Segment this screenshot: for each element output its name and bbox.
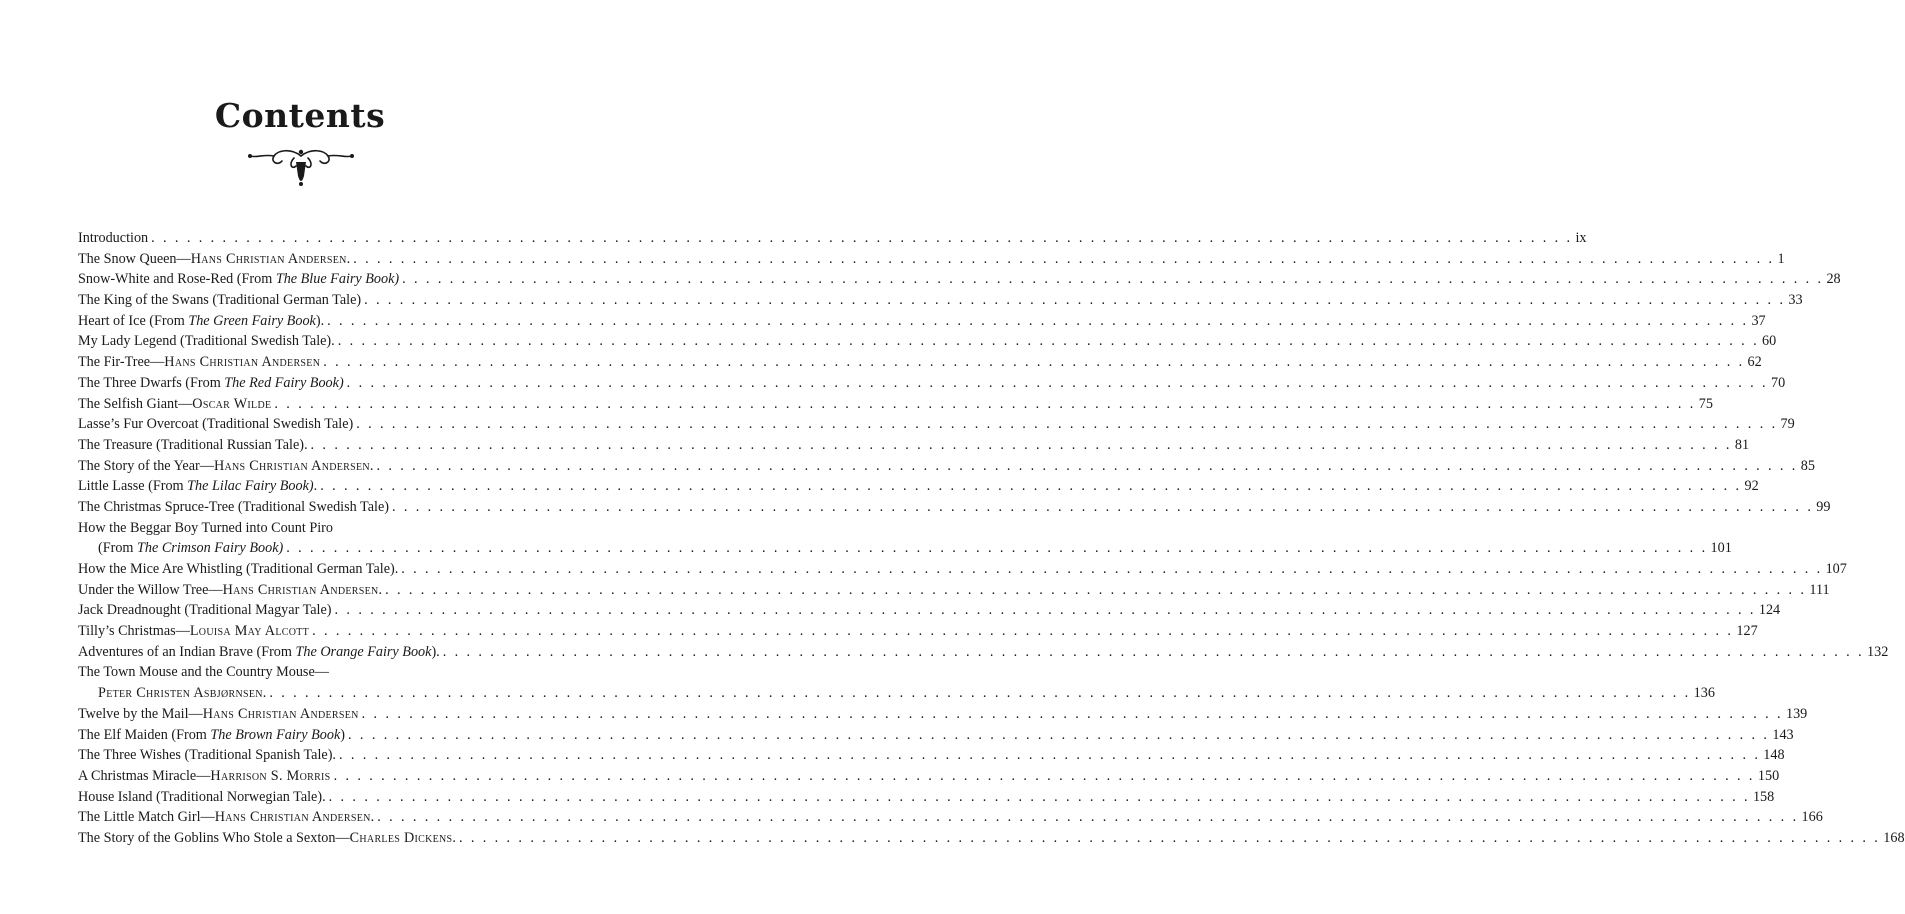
entry-title-part: Little Lasse (From xyxy=(78,478,188,495)
entry-title-part: Adventures of an Indian Brave (From xyxy=(78,643,296,660)
toc-entry[interactable] xyxy=(78,704,1808,725)
entry-author: Peter Christen Asbjørnsen xyxy=(98,685,263,702)
entry-title xyxy=(78,414,353,435)
entry-page-number: 158 xyxy=(1752,788,1775,805)
entry-title-part: The Blue Fairy Book) xyxy=(275,271,400,288)
entry-title xyxy=(78,311,324,332)
entry-author: Hans Christian Andersen xyxy=(190,250,347,267)
entry-page-number: 127 xyxy=(1736,623,1758,640)
toc-entry[interactable] xyxy=(78,331,1777,352)
entry-page-number: 85 xyxy=(1800,457,1815,474)
entry-author: Harrison S. Morris xyxy=(210,767,331,784)
entry-title-part: . xyxy=(262,685,267,702)
entry-page-number: 168 xyxy=(1883,829,1905,846)
entry-title-part: The King of the Swans (Traditional German Tale) xyxy=(78,292,362,309)
entry-title xyxy=(78,704,359,725)
toc-entry[interactable] xyxy=(78,373,1786,394)
dot-leader: . . . . . . . . . . . . . . . . . . . . . . . . . . . . . . . . . . . . . . . . . . . . . . . . . . . . . . . . . . . . . . . . . . . . . . . . . . . . . . . . . . . . . . . . . . . . . . . . . . . . . . . . . . . . . . . . . . . . . . . . xyxy=(353,250,1775,267)
entry-title-part: Snow-White and Rose-Red (From xyxy=(78,271,276,288)
entry-title-part: The Snow Queen— xyxy=(78,250,191,267)
entry-page-number: 79 xyxy=(1780,416,1795,433)
entry-title xyxy=(78,352,320,373)
toc-entry[interactable] xyxy=(78,600,1781,621)
dot-leader: . . . . . . . . . . . . . . . . . . . . . . . . . . . . . . . . . . . . . . . . . . . . . . . . . . . . . . . . . . . . . . . . . . . . . . . . . . . . . . . . . . . . . . . . . . . . . . . . . . . . . . . . . . . . . . . . . . . . . . . . xyxy=(348,726,1770,743)
dot-leader: . . . . . . . . . . . . . . . . . . . . . . . . . . . . . . . . . . . . . . . . . . . . . . . . . . . . . . . . . . . . . . . . . . . . . . . . . . . . . . . . . . . . . . . . . . . . . . . . . . . . . . . . . . . . . . . . . . . . . . . . xyxy=(320,478,1742,495)
entry-title xyxy=(78,394,271,415)
entry-title xyxy=(78,580,382,601)
entry-author: Oscar Wilde xyxy=(192,395,272,412)
dot-leader: . . . . . . . . . . . . . . . . . . . . . . . . . . . . . . . . . . . . . . . . . . . . . . . . . . . . . . . . . . . . . . . . . . . . . . . . . . . . . . . . . . . . . . . . . . . . . . . . . . . . . . . . . . . . . . . . . . . . . . . . xyxy=(391,498,1814,515)
entry-page-number: 99 xyxy=(1816,498,1831,515)
entry-title xyxy=(78,456,373,477)
toc-entry[interactable] xyxy=(78,787,1775,808)
entry-title-part: The Selfish Giant— xyxy=(78,395,193,412)
dot-leader: . . . . . . . . . . . . . . . . . . . . . . . . . . . . . . . . . . . . . . . . . . . . . . . . . . . . . . . . . . . . . . . . . . . . . . . . . . . . . . . . . . . . . . . . . . . . . . . . . . . . . . . . . . . . . . . . . . . . . . . . xyxy=(269,685,1691,702)
entry-title xyxy=(78,828,456,849)
entry-title-part: The Fir-Tree— xyxy=(78,354,165,371)
entry-title-part: Jack Dreadnought (Traditional Magyar Tale) xyxy=(78,602,332,619)
dot-leader: . . . . . . . . . . . . . . . . . . . . . . . . . . . . . . . . . . . . . . . . . . . . . . . . . . . . . . . . . . . . . . . . . . . . . . . . . . . . . . . . . . . . . . . . . . . . . . . . . . . . . . . . . . . . . . . . . . . . . . . . xyxy=(376,457,1798,474)
entry-page-number: 101 xyxy=(1710,540,1732,557)
toc-entry[interactable] xyxy=(78,828,1905,849)
entry-page-number: 75 xyxy=(1698,395,1713,412)
entry-page-number: 28 xyxy=(1826,271,1841,288)
entry-title-part: ). xyxy=(431,643,440,660)
dot-leader: . . . . . . . . . . . . . . . . . . . . . . . . . . . . . . . . . . . . . . . . . . . . . . . . . . . . . . . . . . . . . . . . . . . . . . . . . . . . . . . . . . . . . . . . . . . . . . . . . . . . . . . . . . . . . . . . . . . . . . . . xyxy=(274,395,1696,412)
toc-entry[interactable] xyxy=(78,497,1831,518)
toc-entry[interactable] xyxy=(78,725,1794,746)
entry-title xyxy=(78,642,440,663)
entry-title-part: How the Beggar Boy Turned into Count Piro xyxy=(78,519,333,536)
entry-author: Hans Christian Andersen xyxy=(214,809,371,826)
dot-leader: . . . . . . . . . . . . . . . . . . . . . . . . . . . . . . . . . . . . . . . . . . . . . . . . . . . . . . . . . . . . . . . . . . . . . . . . . . . . . . . . . . . . . . . . . . . . . . . . . . . . . . . . . . . . . . . . . . . . . . . . xyxy=(346,374,1768,391)
table-of-contents xyxy=(78,228,1905,849)
entry-title xyxy=(78,249,350,270)
dot-leader: . . . . . . . . . . . . . . . . . . . . . . . . . . . . . . . . . . . . . . . . . . . . . . . . . . . . . . . . . . . . . . . . . . . . . . . . . . . . . . . . . . . . . . . . . . . . . . . . . . . . . . . . . . . . . . . . . . . . . . . . xyxy=(442,643,1865,660)
entry-title xyxy=(78,373,344,394)
toc-entry[interactable] xyxy=(78,269,1841,290)
dot-leader: . . . . . . . . . . . . . . . . . . . . . . . . . . . . . . . . . . . . . . . . . . . . . . . . . . . . . . . . . . . . . . . . . . . . . . . . . . . . . . . . . . . . . . . . . . . . . . . . . . . . . . . . . . . . . . . . . . . . . . . . xyxy=(323,354,1745,371)
entry-page-number: 139 xyxy=(1785,705,1808,722)
dot-leader: . . . . . . . . . . . . . . . . . . . . . . . . . . . . . . . . . . . . . . . . . . . . . . . . . . . . . . . . . . . . . . . . . . . . . . . . . . . . . . . . . . . . . . . . . . . . . . . . . . . . . . . . . . . . . . . . . . . . . . . . xyxy=(312,623,1734,640)
entry-page-number: 60 xyxy=(1762,333,1777,350)
entry-title-part: A Christmas Miracle— xyxy=(78,767,211,784)
entry-title-part: The Elf Maiden (From xyxy=(78,726,211,743)
entry-title-part: . xyxy=(369,457,374,474)
entry-page-number: 81 xyxy=(1734,436,1750,453)
toc-entry[interactable] xyxy=(78,414,1795,435)
toc-entry[interactable] xyxy=(78,228,1587,249)
entry-title-part: The Crimson Fairy Book) xyxy=(137,540,284,557)
toc-entry[interactable] xyxy=(78,580,1830,601)
entry-title xyxy=(98,683,266,704)
entry-title xyxy=(78,766,331,787)
entry-page-number: 148 xyxy=(1763,747,1785,764)
entry-author: Charles Dickens xyxy=(349,829,453,846)
entry-title xyxy=(78,476,317,497)
entry-title xyxy=(78,725,345,746)
dot-leader: . . . . . . . . . . . . . . . . . . . . . . . . . . . . . . . . . . . . . . . . . . . . . . . . . . . . . . . . . . . . . . . . . . . . . . . . . . . . . . . . . . . . . . . . . . . . . . . . . . . . . . . . . . . . . . . . . . . . . . . . xyxy=(328,788,1750,805)
entry-title-part: (From xyxy=(98,540,138,557)
dot-leader: . . . . . . . . . . . . . . . . . . . . . . . . . . . . . . . . . . . . . . . . . . . . . . . . . . . . . . . . . . . . . . . . . . . . . . . . . . . . . . . . . . . . . . . . . . . . . . . . . . . . . . . . . . . . . . . . . . . . . . . . xyxy=(458,829,1881,846)
entry-title-part: ). xyxy=(315,312,325,329)
entry-title-part: The Red Fairy Book) xyxy=(224,374,344,391)
entry-title-part: Twelve by the Mail— xyxy=(78,705,203,722)
dot-leader: . . . . . . . . . . . . . . . . . . . . . . . . . . . . . . . . . . . . . . . . . . . . . . . . . . . . . . . . . . . . . . . . . . . . . . . . . . . . . . . . . . . . . . . . . . . . . . . . . . . . . . . . . . . . . . . . . . . . . . . . xyxy=(356,416,1778,433)
dot-leader: . . . . . . . . . . . . . . . . . . . . . . . . . . . . . . . . . . . . . . . . . . . . . . . . . . . . . . . . . . . . . . . . . . . . . . . . . . . . . . . . . . . . . . . . . . . . . . . . . . . . . . . . . . . . . . . . . . . . . . . . xyxy=(364,292,1786,309)
dot-leader: . . . . . . . . . . . . . . . . . . . . . . . . . . . . . . . . . . . . . . . . . . . . . . . . . . . . . . . . . . . . . . . . . . . . . . . . . . . . . . . . . . . . . . . . . . . . . . . . . . . . . . . . . . . . . . . . . . . . . . . . xyxy=(401,561,1823,577)
entry-page-number: 166 xyxy=(1801,809,1823,826)
entry-title xyxy=(78,331,335,352)
entry-title xyxy=(78,787,326,808)
dot-leader: . . . . . . . . . . . . . . . . . . . . . . . . . . . . . . . . . . . . . . . . . . . . . . . . . . . . . . . . . . . . . . . . . . . . . . . . . . . . . . . . . . . . . . . . . . . . . . . . . . . . . . . . . . . . . . . . . . . . . . . . xyxy=(385,581,1807,598)
entry-page-number: 136 xyxy=(1693,685,1715,702)
entry-title-part: Lasse’s Fur Overcoat (Traditional Swedish Tale) xyxy=(78,416,354,433)
entry-title-part: Heart of Ice (From xyxy=(78,312,189,329)
entry-page-number: 1 xyxy=(1777,250,1785,267)
entry-title xyxy=(78,228,148,249)
dot-leader: . . . . . . . . . . . . . . . . . . . . . . . . . . . . . . . . . . . . . . . . . . . . . . . . . . . . . . . . . . . . . . . . . . . . . . . . . . . . . . . . . . . . . . . . . . . . . . . . . . . . . . . . . . . . . . . . . . . . . . . . xyxy=(286,540,1708,557)
entry-title xyxy=(78,621,309,642)
entry-title-part: The Story of the Goblins Who Stole a Sexton— xyxy=(78,829,350,846)
toc-entry[interactable] xyxy=(78,476,1759,497)
toc-entry[interactable] xyxy=(78,394,1713,415)
entry-title-part: The Treasure (Traditional Russian Tale). xyxy=(78,436,308,453)
entry-page-number: 143 xyxy=(1772,726,1794,743)
toc-entry[interactable] xyxy=(78,456,1815,477)
dot-leader: . . . . . . . . . . . . . . . . . . . . . . . . . . . . . . . . . . . . . . . . . . . . . . . . . . . . . . . . . . . . . . . . . . . . . . . . . . . . . . . . . . . . . . . . . . . . . . . . . . . . . . . . . . . . . . . . . . . . . . . . xyxy=(334,602,1756,619)
entry-title xyxy=(78,807,374,828)
flourish-ornament-icon xyxy=(246,142,356,192)
dot-leader: . . . . . . . . . . . . . . . . . . . . . . . . . . . . . . . . . . . . . . . . . . . . . . . . . . . . . . . . . . . . . . . . . . . . . . . . . . . . . . . . . . . . . . . . . . . . . . . . . . . . . . . . . . . . . . . . . . . . . . . . xyxy=(338,747,1761,764)
entry-page-number: 107 xyxy=(1825,561,1847,577)
entry-title-part: . xyxy=(378,581,383,598)
entry-title xyxy=(78,435,308,456)
dot-leader: . . . . . . . . . . . . . . . . . . . . . . . . . . . . . . . . . . . . . . . . . . . . . . . . . . . . . . . . . . . . . . . . . . . . . . . . . . . . . . . . . . . . . . . . . . . . . . . . . . . . . . . . . . . . . . . . . . . . . . . . xyxy=(151,230,1573,246)
entry-page-number: 132 xyxy=(1867,643,1889,660)
entry-title-part: The Orange Fairy Book xyxy=(295,643,432,660)
dot-leader: . . . . . . . . . . . . . . . . . . . . . . . . . . . . . . . . . . . . . . . . . . . . . . . . . . . . . . . . . . . . . . . . . . . . . . . . . . . . . . . . . . . . . . . . . . . . . . . . . . . . . . . . . . . . . . . . . . . . . . . . xyxy=(333,767,1755,784)
toc-entry-first-line[interactable] xyxy=(78,662,534,683)
entry-title-part: The Town Mouse and the Country Mouse— xyxy=(78,664,329,681)
toc-entry[interactable] xyxy=(78,538,1732,559)
entry-page-number: 33 xyxy=(1788,292,1803,309)
entry-title xyxy=(98,538,283,559)
page-title: Contents xyxy=(214,96,386,135)
entry-title xyxy=(78,745,336,766)
entry-title-part: The Brown Fairy Book xyxy=(210,726,341,743)
entry-title xyxy=(78,600,332,621)
toc-entry[interactable] xyxy=(78,766,1780,787)
toc-entry[interactable] xyxy=(78,621,1758,642)
entry-page-number: 92 xyxy=(1744,478,1759,495)
entry-title-part: . xyxy=(370,809,375,826)
entry-title xyxy=(78,290,361,311)
entry-page-number: ix xyxy=(1575,230,1587,246)
toc-entry[interactable] xyxy=(78,352,1762,373)
entry-title-part: Introduction xyxy=(78,230,149,246)
entry-author: Hans Christian Andersen xyxy=(213,457,370,474)
toc-entry[interactable] xyxy=(78,311,1766,332)
toc-entry[interactable] xyxy=(78,559,1847,580)
entry-title-part: . xyxy=(346,250,351,267)
entry-title-part: My Lady Legend (Traditional Swedish Tale). xyxy=(78,333,335,350)
toc-entry[interactable] xyxy=(78,745,1785,766)
entry-author: Louisa May Alcott xyxy=(189,623,310,640)
entry-title-part: Under the Willow Tree— xyxy=(78,581,223,598)
entry-title-part: The Christmas Spruce-Tree (Traditional Swedish Tale) xyxy=(78,498,389,515)
toc-entry[interactable] xyxy=(78,249,1785,270)
entry-title-part: The Story of the Year— xyxy=(78,457,214,474)
entry-title-part: The Lilac Fairy Book) xyxy=(187,478,314,495)
entry-title xyxy=(78,269,399,290)
dot-leader: . . . . . . . . . . . . . . . . . . . . . . . . . . . . . . . . . . . . . . . . . . . . . . . . . . . . . . . . . . . . . . . . . . . . . . . . . . . . . . . . . . . . . . . . . . . . . . . . . . . . . . . . . . . . . . . . . . . . . . . . xyxy=(337,333,1760,350)
entry-title-part: The Green Fairy Book xyxy=(188,312,316,329)
entry-page-number: 111 xyxy=(1809,581,1830,598)
dot-leader: . . . . . . . . . . . . . . . . . . . . . . . . . . . . . . . . . . . . . . . . . . . . . . . . . . . . . . . . . . . . . . . . . . . . . . . . . . . . . . . . . . . . . . . . . . . . . . . . . . . . . . . . . . . . . . . . . . . . . . . . xyxy=(402,271,1824,288)
toc-entry[interactable] xyxy=(78,435,1750,456)
entry-title-part: The Three Wishes (Traditional Spanish Tale). xyxy=(78,747,336,764)
toc-entry[interactable] xyxy=(78,683,1715,704)
entry-title-part: House Island (Traditional Norwegian Tale). xyxy=(78,788,326,805)
toc-entry-first-line[interactable] xyxy=(78,518,534,539)
dot-leader: . . . . . . . . . . . . . . . . . . . . . . . . . . . . . . . . . . . . . . . . . . . . . . . . . . . . . . . . . . . . . . . . . . . . . . . . . . . . . . . . . . . . . . . . . . . . . . . . . . . . . . . . . . . . . . . . . . . . . . . . xyxy=(310,436,1732,453)
entry-author: Hans Christian Andersen xyxy=(164,354,321,371)
entry-author: Hans Christian Andersen xyxy=(222,581,379,598)
entry-page-number: 124 xyxy=(1758,602,1781,619)
dot-leader: . . . . . . . . . . . . . . . . . . . . . . . . . . . . . . . . . . . . . . . . . . . . . . . . . . . . . . . . . . . . . . . . . . . . . . . . . . . . . . . . . . . . . . . . . . . . . . . . . . . . . . . . . . . . . . . . . . . . . . . . xyxy=(327,312,1749,329)
entry-page-number: 150 xyxy=(1757,767,1780,784)
entry-page-number: 62 xyxy=(1747,354,1762,371)
entry-author: Hans Christian Andersen xyxy=(202,705,359,722)
entry-title-part: Tilly’s Christmas— xyxy=(78,623,190,640)
toc-entry[interactable] xyxy=(78,642,1889,663)
entry-title xyxy=(78,559,398,580)
entry-title-part: . xyxy=(313,478,318,495)
entry-title-part: The Three Dwarfs (From xyxy=(78,374,225,391)
entry-title-part: ) xyxy=(340,726,346,743)
toc-entry[interactable] xyxy=(78,290,1803,311)
entry-title-part: . xyxy=(452,829,456,846)
dot-leader: . . . . . . . . . . . . . . . . . . . . . . . . . . . . . . . . . . . . . . . . . . . . . . . . . . . . . . . . . . . . . . . . . . . . . . . . . . . . . . . . . . . . . . . . . . . . . . . . . . . . . . . . . . . . . . . . . . . . . . . . xyxy=(377,809,1799,826)
entry-title-part: The Little Match Girl— xyxy=(78,809,215,826)
toc-entry[interactable] xyxy=(78,807,1823,828)
entry-page-number: 70 xyxy=(1770,374,1786,391)
entry-page-number: 37 xyxy=(1751,312,1766,329)
dot-leader: . . . . . . . . . . . . . . . . . . . . . . . . . . . . . . . . . . . . . . . . . . . . . . . . . . . . . . . . . . . . . . . . . . . . . . . . . . . . . . . . . . . . . . . . . . . . . . . . . . . . . . . . . . . . . . . . . . . . . . . . xyxy=(361,705,1783,722)
entry-title-part: How the Mice Are Whistling (Traditional German Tale). xyxy=(78,561,399,577)
entry-title xyxy=(78,497,389,518)
